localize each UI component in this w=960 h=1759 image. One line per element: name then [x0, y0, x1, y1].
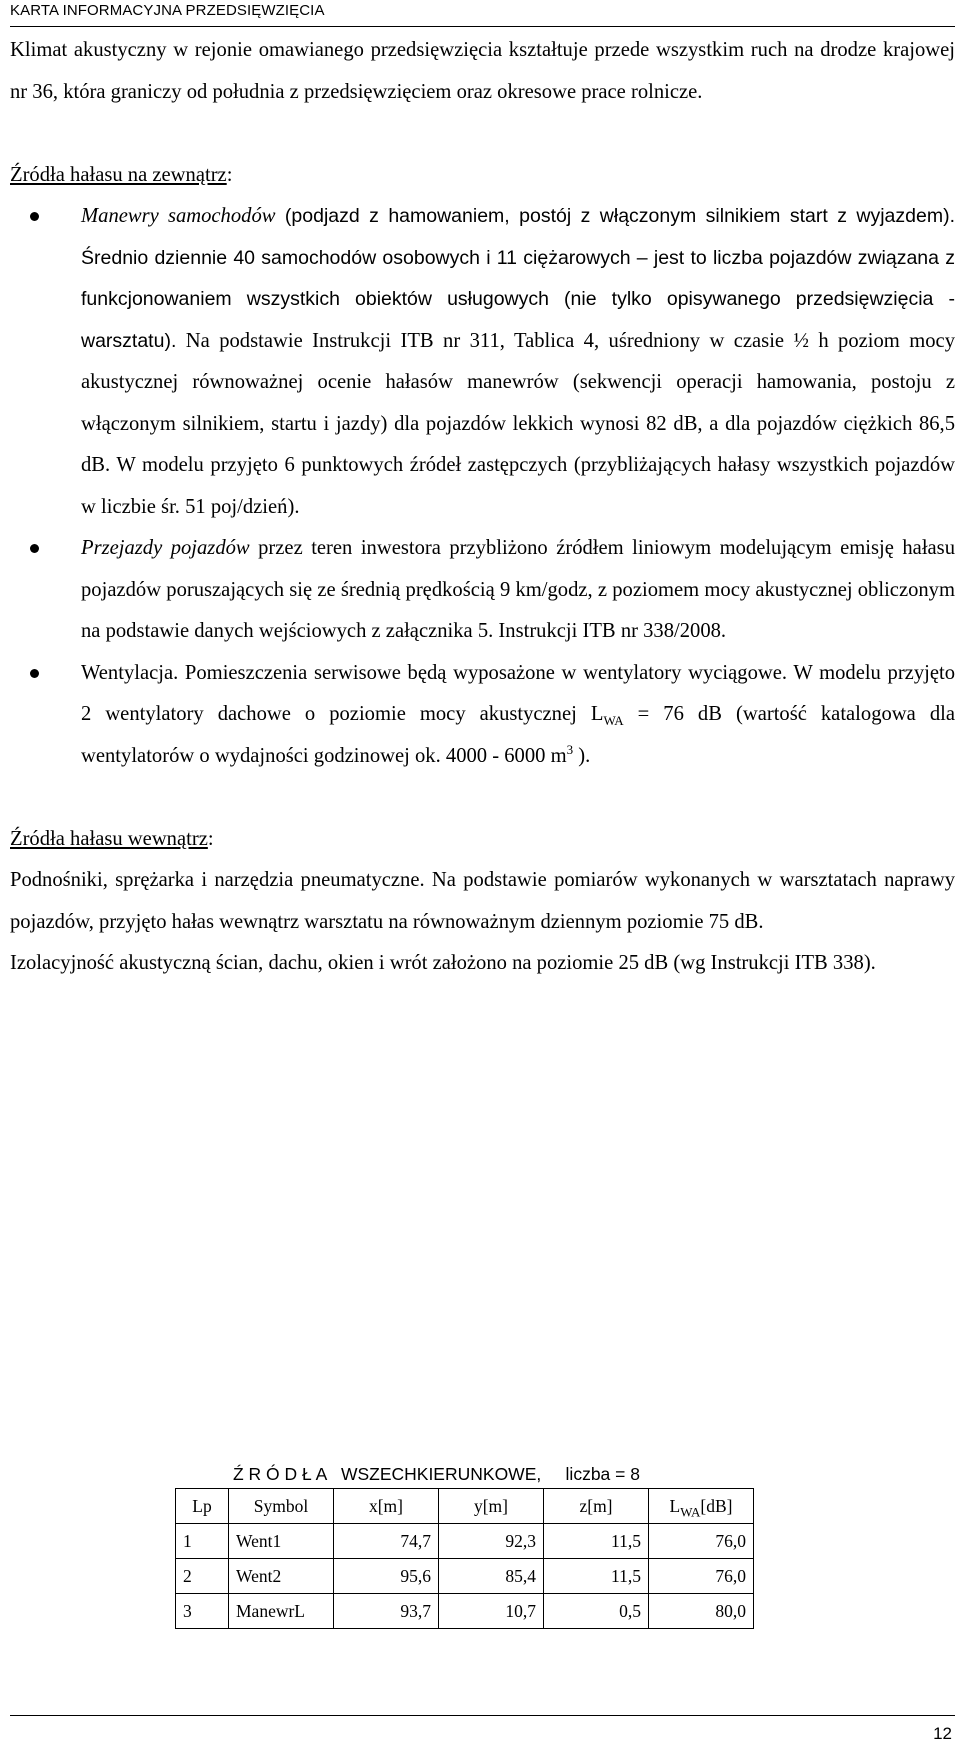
- th-x: x[m]: [334, 1489, 439, 1524]
- spacer: [10, 113, 955, 155]
- page-content: [10, 30, 955, 985]
- bullet-icon: [30, 544, 39, 553]
- list-item: [10, 196, 955, 528]
- manoeuvres-label: Manewry samochodów: [81, 205, 276, 227]
- ventilation-text-3: ).: [573, 744, 591, 767]
- th-lwa: [649, 1489, 754, 1524]
- internal-heading: Źródła hałasu wewnątrz: [10, 827, 208, 850]
- cell: 0,5: [544, 1594, 649, 1629]
- cell: 1: [176, 1524, 229, 1559]
- ventilation-sup: 3: [566, 741, 574, 757]
- cell: 76,0: [649, 1559, 754, 1594]
- cell: 85,4: [439, 1559, 544, 1594]
- sources-table: [175, 1488, 754, 1629]
- ventilation-text-2: = 76 dB (wartość katalogowa dla wentylatorów o wydajności godzinowej ok. 4000 - 6000 m: [81, 703, 955, 767]
- footer-rule: [10, 1715, 955, 1716]
- cell: 11,5: [544, 1524, 649, 1559]
- spacer: [10, 777, 955, 819]
- cell: 95,6: [334, 1559, 439, 1594]
- th-z: z[m]: [544, 1489, 649, 1524]
- bullet-icon: [30, 669, 39, 678]
- th-lp: Lp: [176, 1489, 229, 1524]
- transits-label: Przejazdy pojazdów: [81, 537, 250, 559]
- cell: 3: [176, 1594, 229, 1629]
- cell: ManewrL: [229, 1594, 334, 1629]
- cell: 80,0: [649, 1594, 754, 1629]
- th-lwa-unit: [dB]: [700, 1495, 733, 1516]
- cell: 74,7: [334, 1524, 439, 1559]
- internal-paragraph-1: Podnośniki, sprężarka i narzędzia pneumatyczne. Na podstawie pomiarów wykonanych w warsztatach naprawy pojazdów, przyjęto hałas wewnątrz warsztatu na równoważnym dziennym poziomie 75 dB.: [10, 869, 955, 933]
- ventilation-sub: WA: [603, 713, 624, 729]
- external-heading: Źródła hałasu na zewnątrz: [10, 163, 227, 186]
- th-symbol: Symbol: [229, 1489, 334, 1524]
- th-lwa-sub: WA: [680, 1504, 701, 1519]
- th-lwa-l: L: [669, 1495, 681, 1516]
- ventilation-text: Wentylacja. Pomieszczenia serwisowe będą wyposażone w wentylatory wyciągowe. W modelu przyjęto 2 wentylatory dachowe o poziomie mocy akustycznej L: [81, 661, 955, 725]
- cell: 92,3: [439, 1524, 544, 1559]
- cell: 2: [176, 1559, 229, 1594]
- intro-paragraph: Klimat akustyczny w rejonie omawianego przedsięwzięcia kształtuje przede wszystkim ruch na drodze krajowej nr 36, która graniczy od południa z przedsięwzięciem oraz okresowe prace rolnicze.: [10, 39, 955, 103]
- cell: 10,7: [439, 1594, 544, 1629]
- cell: 76,0: [649, 1524, 754, 1559]
- external-heading-line: Źródła hałasu na zewnątrz:: [10, 163, 233, 186]
- bullet-icon: [30, 212, 39, 221]
- external-sources-list: [10, 196, 955, 777]
- cell: 11,5: [544, 1559, 649, 1594]
- table-row: [176, 1594, 754, 1629]
- internal-heading-line: Źródła hałasu wewnątrz:: [10, 827, 214, 850]
- page-header: KARTA INFORMACYJNA PRZEDSIĘWZIĘCIA: [10, 0, 955, 27]
- cell: Went1: [229, 1524, 334, 1559]
- table-header-row: [176, 1489, 754, 1524]
- page-number: 12: [933, 1724, 952, 1743]
- cell: 93,7: [334, 1594, 439, 1629]
- list-item: [10, 653, 955, 778]
- internal-paragraph-2: Izolacyjność akustyczną ścian, dachu, okien i wrót założono na poziomie 25 dB (wg Instrukcji ITB 338).: [10, 952, 876, 974]
- list-item: [10, 528, 955, 653]
- table-row: [176, 1559, 754, 1594]
- manoeuvres-text: (podjazd z hamowaniem, postój z włączonym silnikiem start z wyjazdem). Średnio dziennie 40 samochodów osobowych i 11 ciężarowych – jest to liczba pojazdów związana z funkcjonowaniem wszystkich obiektów usługowych (nie tylko opisywanego przedsięwzięcia - warsztatu).: [81, 205, 955, 352]
- transits-text: przez teren inwestora przybliżono źródłem liniowym modelującym emisję hałasu pojazdów poruszających się ze średnią prędkością 9 km/godz, z poziomem mocy akustycznej obliczonym na podstawie danych wejściowych z załącznika 5. Instrukcji ITB nr 338/2008.: [81, 537, 955, 642]
- th-y: y[m]: [439, 1489, 544, 1524]
- table-title: Ź R Ó D Ł A WSZECHKIERUNKOWE, liczba = 8: [233, 1464, 640, 1484]
- manoeuvres-text-2: Na podstawie Instrukcji ITB nr 311, Tablica 4, uśredniony w czasie ½ h poziom mocy akustycznej równoważnej ocenie hałasów manewrów (sekwencji operacji hamowania, postoju z włączonym silnikiem, startu i jazdy) dla pojazdów lekkich wynosi 82 dB, a dla pojazdów ciężkich 86,5 dB. W modelu przyjęto 6 punktowych źródeł zastępczych (przybliżających hałasy wszystkich pojazdów w liczbie śr. 51 poj/dzień).: [81, 329, 955, 518]
- table-row: [176, 1524, 754, 1559]
- cell: Went2: [229, 1559, 334, 1594]
